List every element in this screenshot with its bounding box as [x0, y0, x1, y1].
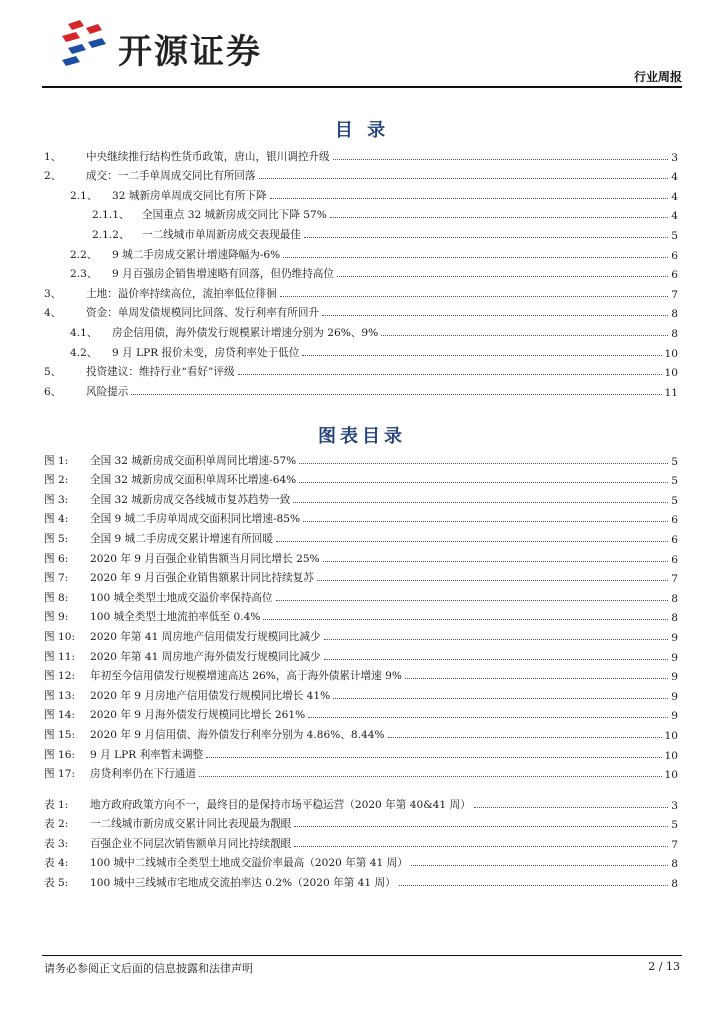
- entry-number: 表 5:: [44, 876, 69, 889]
- dot-leader: [388, 737, 662, 738]
- entry-number: 图 15:: [44, 728, 76, 741]
- entry-number: 5、: [44, 366, 62, 379]
- dot-leader: [308, 717, 668, 718]
- toc-entry[interactable]: [44, 742, 678, 762]
- entry-page-number: 9: [671, 671, 678, 684]
- entry-page-number: 3: [671, 151, 678, 164]
- entry-number: 表 4:: [44, 857, 69, 870]
- entry-title: 一二线城市单周新房成交表现最佳: [142, 228, 301, 241]
- entry-page-number: 10: [664, 749, 678, 762]
- entry-page-number: 6: [671, 514, 678, 527]
- dot-leader: [411, 865, 668, 866]
- entry-title: 全国 32 城新房成交各线城市复苏趋势一致: [90, 493, 291, 506]
- entry-number: 图 8:: [44, 591, 69, 604]
- toc-entry[interactable]: [44, 605, 678, 625]
- dot-leader: [322, 315, 668, 316]
- entry-title: 2020 年第 41 周房地产海外债发行规模同比减少: [90, 650, 321, 663]
- entry-number: 图 4:: [44, 513, 69, 526]
- toc-entry[interactable]: [44, 585, 678, 605]
- header-divider: [42, 86, 682, 88]
- entry-number: 表 1:: [44, 798, 69, 811]
- entry-page-number: 10: [664, 729, 678, 742]
- dot-leader: [330, 217, 668, 218]
- entry-number: 2、: [44, 170, 62, 183]
- entry-title: 全国 9 城二手房单周成交面积同比增速-85%: [90, 513, 301, 526]
- entry-page-number: 8: [671, 858, 678, 871]
- entry-title: 100 城中三线城市宅地成交流拍率达 0.2%（2020 年第 41 周）: [90, 876, 396, 889]
- toc-entry[interactable]: [44, 546, 678, 566]
- entry-number: 图 9:: [44, 611, 69, 624]
- dot-leader: [299, 463, 668, 464]
- entry-page-number: 5: [671, 494, 678, 507]
- toc-entry[interactable]: [44, 703, 678, 723]
- entry-title: 100 城全类型土地流拍率低至 0.4%: [90, 611, 261, 624]
- entry-title: 9 城二手房成交累计增速降幅为-6%: [112, 248, 281, 261]
- entry-title: 房企信用债，海外债发行规模累计增速分别为 26%、9%: [112, 326, 379, 339]
- figure-list-title: 图表目录: [318, 426, 406, 447]
- entry-number: 图 10:: [44, 630, 76, 643]
- dot-leader: [199, 776, 662, 777]
- logo-mark-icon: [58, 20, 110, 68]
- entry-title: 投资建议：维持行业“看好”评级: [86, 366, 235, 379]
- entry-title: 房贷利率仍在下行通道: [90, 768, 196, 781]
- entry-number: 2.1.2、: [92, 228, 130, 241]
- entry-number: 2.1.1、: [92, 209, 130, 222]
- table-list: [44, 792, 678, 890]
- dot-leader: [283, 257, 668, 258]
- entry-title: 2020 年第 41 周房地产信用债发行规模同比减少: [90, 630, 321, 643]
- dot-leader: [333, 159, 669, 160]
- dot-leader: [337, 276, 668, 277]
- entry-page-number: 10: [664, 769, 678, 782]
- entry-page-number: 7: [671, 573, 678, 586]
- toc-entry[interactable]: [44, 624, 678, 644]
- entry-title: 风险提示: [86, 385, 129, 398]
- toc-entry[interactable]: [44, 320, 678, 340]
- entry-number: 图 17:: [44, 768, 76, 781]
- entry-number: 图 1:: [44, 454, 69, 467]
- entry-page-number: 7: [671, 838, 678, 851]
- entry-number: 2.2、: [70, 248, 98, 261]
- entry-page-number: 9: [671, 651, 678, 664]
- entry-number: 图 12:: [44, 670, 76, 683]
- toc-entry[interactable]: [44, 262, 678, 282]
- report-type-label: 行业周报: [633, 70, 682, 84]
- toc-entry[interactable]: [44, 183, 678, 203]
- entry-title: 地方政府政策方向不一，最终目的是保持市场平稳运营（2020 年第 40&41 周）: [90, 798, 471, 811]
- dot-leader: [270, 198, 669, 199]
- dot-leader: [259, 178, 669, 179]
- dot-leader: [299, 482, 668, 483]
- entry-page-number: 10: [664, 367, 678, 380]
- dot-leader: [206, 757, 661, 758]
- entry-page-number: 9: [671, 690, 678, 703]
- toc-entry[interactable]: [44, 526, 678, 546]
- dot-leader: [238, 374, 662, 375]
- entry-title: 9 月 LPR 利率暂未调整: [90, 748, 204, 761]
- dot-leader: [324, 639, 669, 640]
- toc-entry[interactable]: [44, 144, 678, 164]
- toc-entry[interactable]: [44, 203, 678, 223]
- entry-title: 2020 年 9 月百强企业销售额当月同比增长 25%: [90, 552, 320, 565]
- entry-number: 表 3:: [44, 837, 69, 850]
- entry-page-number: 10: [664, 347, 678, 360]
- toc-entry[interactable]: [44, 340, 678, 360]
- toc-entry[interactable]: [44, 468, 678, 488]
- entry-title: 32 城新房单周成交同比有所下降: [112, 189, 267, 202]
- toc-entry[interactable]: [44, 379, 678, 399]
- toc-entry[interactable]: [44, 722, 678, 742]
- entry-page-number: 7: [671, 288, 678, 301]
- entry-page-number: 4: [671, 171, 678, 184]
- toc-entry[interactable]: [44, 360, 678, 380]
- dot-leader: [323, 561, 669, 562]
- entry-title: 年初至今信用债发行规模增速高达 26%，高于海外债累计增速 9%: [90, 670, 402, 683]
- entry-title: 2020 年 9 月信用债、海外债发行利率分别为 4.86%、8.44%: [90, 728, 385, 741]
- entry-page-number: 8: [671, 877, 678, 890]
- dot-leader: [293, 502, 668, 503]
- entry-title: 成交：一二手单周成交同比有所回落: [86, 170, 256, 183]
- dot-leader: [399, 885, 669, 886]
- entry-number: 图 14:: [44, 709, 76, 722]
- toc-entry[interactable]: [44, 851, 678, 871]
- toc-entry[interactable]: [44, 683, 678, 703]
- toc-entry[interactable]: [44, 507, 678, 527]
- entry-page-number: 8: [671, 308, 678, 321]
- toc-entry[interactable]: [44, 870, 678, 890]
- dot-leader: [294, 826, 668, 827]
- toc-entry[interactable]: [44, 222, 678, 242]
- entry-title: 100 城全类型土地成交溢价率保持高位: [90, 591, 273, 604]
- entry-page-number: 4: [671, 190, 678, 203]
- entry-number: 图 3:: [44, 493, 69, 506]
- entry-title: 全国 32 城新房成交面积单周环比增速-64%: [90, 474, 297, 487]
- entry-title: 全国 9 城二手房成交累计增速有所回暖: [90, 532, 273, 545]
- entry-number: 表 2:: [44, 818, 69, 831]
- dot-leader: [405, 678, 668, 679]
- toc-entry[interactable]: [44, 448, 678, 468]
- dot-leader: [303, 521, 668, 522]
- toc-entry[interactable]: [44, 831, 678, 851]
- entry-page-number: 3: [671, 799, 678, 812]
- entry-number: 4.2、: [70, 346, 98, 359]
- entry-number: 图 11:: [44, 650, 76, 663]
- figure-list: [44, 448, 678, 781]
- toc-title: 目 录: [334, 120, 390, 141]
- toc-entry[interactable]: [44, 281, 678, 301]
- entry-page-number: 8: [671, 592, 678, 605]
- toc-entry[interactable]: [44, 792, 678, 812]
- dot-leader: [294, 846, 668, 847]
- entry-title: 土地：溢价率持续高位，流拍率低位徘徊: [86, 287, 277, 300]
- toc-entry[interactable]: [44, 664, 678, 684]
- entry-page-number: 6: [671, 269, 678, 282]
- dot-leader: [304, 237, 668, 238]
- entry-title: 2020 年 9 月百强企业销售额累计同比持续复苏: [90, 572, 314, 585]
- footer-divider: [42, 955, 682, 956]
- entry-page-number: 5: [671, 455, 678, 468]
- toc-entry[interactable]: [44, 644, 678, 664]
- entry-number: 图 7:: [44, 572, 69, 585]
- entry-number: 图 16:: [44, 748, 76, 761]
- footer-disclaimer: 请务必参阅正文后面的信息披露和法律声明: [44, 962, 253, 975]
- entry-number: 图 13:: [44, 689, 76, 702]
- dot-leader: [381, 335, 668, 336]
- dot-leader: [324, 659, 669, 660]
- entry-number: 图 5:: [44, 532, 69, 545]
- entry-page-number: 5: [671, 229, 678, 242]
- company-logo: [58, 20, 278, 72]
- entry-title: 2020 年 9 月房地产信用债发行规模同比增长 41%: [90, 689, 331, 702]
- entry-number: 2.1、: [70, 189, 98, 202]
- toc-entry[interactable]: [44, 566, 678, 586]
- dot-leader: [280, 296, 669, 297]
- toc-entry[interactable]: [44, 164, 678, 184]
- toc-list: [44, 144, 678, 399]
- entry-page-number: 6: [671, 553, 678, 566]
- dot-leader: [276, 541, 668, 542]
- dot-leader: [263, 619, 668, 620]
- entry-page-number: 8: [671, 327, 678, 340]
- dot-leader: [317, 580, 668, 581]
- entry-number: 4、: [44, 307, 62, 320]
- entry-number: 4.1、: [70, 326, 98, 339]
- logo-text: 开源证券: [118, 32, 262, 72]
- entry-title: 中央继续推行结构性货币政策，唐山，银川调控升级: [86, 150, 330, 163]
- entry-title: 一二线城市新房成交累计同比表现最为靓眼: [90, 818, 292, 831]
- dot-leader: [333, 698, 668, 699]
- dot-leader: [302, 355, 661, 356]
- entry-page-number: 9: [671, 631, 678, 644]
- entry-page-number: 4: [671, 210, 678, 223]
- dot-leader: [474, 807, 669, 808]
- entry-page-number: 9: [671, 710, 678, 723]
- entry-number: 1、: [44, 150, 62, 163]
- toc-entry[interactable]: [44, 487, 678, 507]
- entry-page-number: 8: [671, 612, 678, 625]
- toc-entry[interactable]: [44, 301, 678, 321]
- entry-page-number: 5: [671, 819, 678, 832]
- entry-title: 9 月 LPR 报价未变，房贷利率处于低位: [112, 346, 300, 359]
- page-indicator: 2 / 13: [648, 960, 680, 973]
- entry-title: 9 月百强房企销售增速略有回落，但仍维持高位: [112, 268, 334, 281]
- dot-leader: [131, 394, 661, 395]
- entry-title: 百强企业不同层次销售额单月同比持续靓眼: [90, 837, 292, 850]
- entry-page-number: 6: [671, 533, 678, 546]
- entry-title: 2020 年 9 月海外债发行规模同比增长 261%: [90, 709, 306, 722]
- entry-number: 2.3、: [70, 268, 98, 281]
- entry-page-number: 5: [671, 475, 678, 488]
- entry-number: 6、: [44, 385, 62, 398]
- entry-number: 图 6:: [44, 552, 69, 565]
- toc-entry[interactable]: [44, 762, 678, 782]
- entry-number: 图 2:: [44, 474, 69, 487]
- entry-title: 全国 32 城新房成交面积单周同比增速-57%: [90, 454, 297, 467]
- entry-page-number: 11: [664, 386, 678, 399]
- toc-entry[interactable]: [44, 242, 678, 262]
- dot-leader: [276, 600, 669, 601]
- entry-page-number: 6: [671, 249, 678, 262]
- entry-title: 全国重点 32 城新房成交同比下降 57%: [142, 209, 327, 222]
- toc-entry[interactable]: [44, 812, 678, 832]
- entry-number: 3、: [44, 287, 62, 300]
- entry-title: 100 城中二线城市全类型土地成交溢价率最高（2020 年第 41 周）: [90, 857, 408, 870]
- entry-title: 资金：单周发债规模同比回落、发行利率有所回升: [86, 307, 320, 320]
